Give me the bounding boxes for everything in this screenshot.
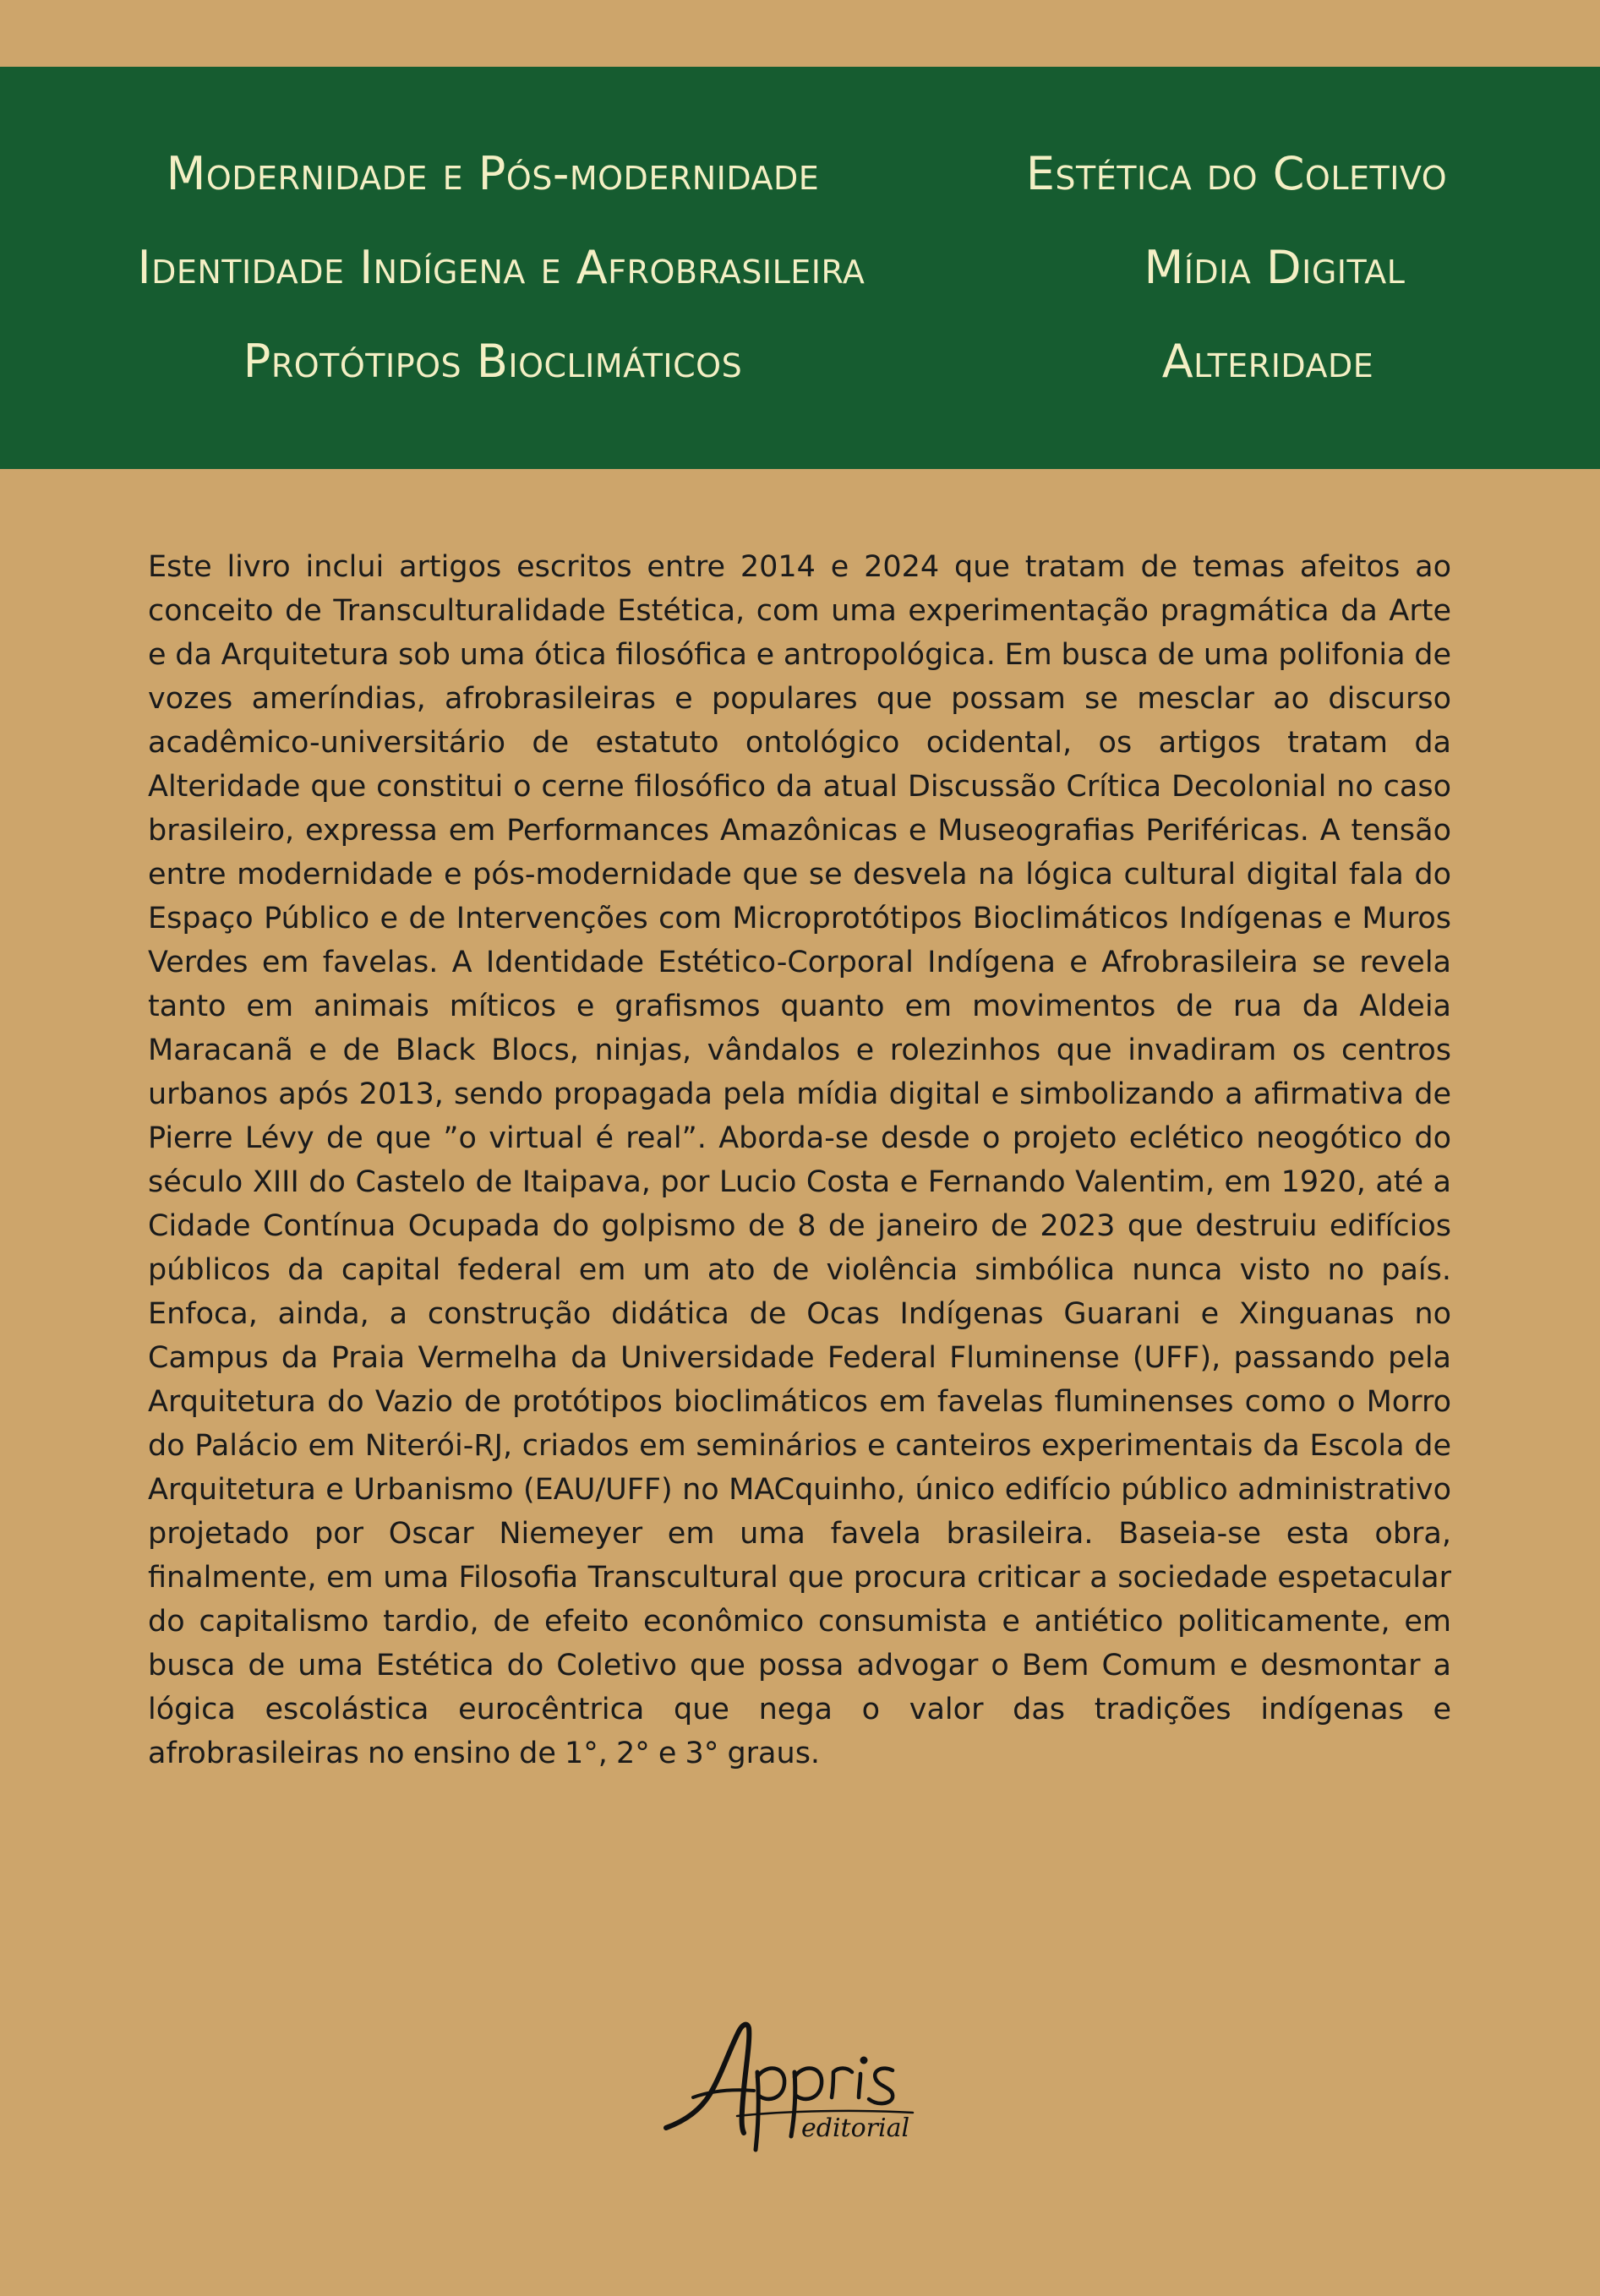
publisher-subtitle: editorial (801, 2113, 910, 2143)
topic-estetica-coletivo: Estética do Coletivo (1025, 147, 1448, 200)
topic-identidade: Identidade Indígena e Afrobrasileira (137, 241, 866, 294)
topic-modernidade: Modernidade e Pós-modernidade (166, 147, 820, 200)
appris-logo-icon (659, 2010, 947, 2157)
publisher-logo (659, 2010, 947, 2157)
topic-prototipos: Protótipos Bioclimáticos (243, 335, 743, 388)
topic-midia-digital: Mídia Digital (1144, 241, 1406, 294)
topics-band (0, 67, 1600, 469)
topic-alteridade: Alteridade (1161, 335, 1374, 388)
book-description: Este livro inclui artigos escritos entre 2014 e 2024 que tratam de temas afeitos ao conceito de Transculturalidade Estética, com uma experimentação pragmática da Arte e da Arquitetura sob uma ótica filosófica e antropológica. Em busca de uma polifonia de vozes ameríndias, afrobrasileiras e populares que possam se mesclar ao discurso acadêmico-universitário de estatuto ontológico ocidental, os artigos tratam da Alteridade que constitui o cerne filosófico da atual Discussão Crítica Decolonial no caso brasileiro, expressa em Performances Amazônicas e Museografias Periféricas. A tensão entre modernidade e pós-modernidade que se desvela na lógica cultural digital fala do Espaço Público e de Intervenções com Microprotótipos Bioclimáticos Indígenas e Muros Verdes em favelas. A Identidade Estético-Corporal Indígena e Afrobrasileira se revela tanto em animais míticos e grafismos quanto em movimentos de rua da Aldeia Maracanã e de Black Blocs, ninjas, vândalos e rolezinhos que invadiram os centros urbanos após 2013, sendo propagada pela mídia digital e simbolizando a afirmativa de Pierre Lévy de que ”o virtual é real”. Aborda-se desde o projeto eclético neogótico do século XIII do Castelo de Itaipava, por Lucio Costa e Fernando Valentim, em 1920, até a Cidade Contínua Ocupada do golpismo de 8 de janeiro de 2023 que destruiu edifícios públicos da capital federal em um ato de violência simbólica nunca visto no país. Enfoca, ainda, a construção didática de Ocas Indígenas Guarani e Xinguanas no Campus da Praia Vermelha da Universidade Federal Fluminense (UFF), passando pela Arquitetura do Vazio de protótipos bioclimáticos em favelas fluminenses como o Morro do Palácio em Niterói-RJ, criados em seminários e canteiros experimentais da Escola de Arquitetura e Urbanismo (EAU/UFF) no MACquinho, único edifício público administrativo projetado por Oscar Niemeyer em uma favela brasileira. Baseia-se esta obra, finalmente, em uma Filosofia Transcultural que procura criticar a sociedade espetacular do capitalismo tardio, de efeito econômico consumista e antiético politicamente, em busca de uma Estética do Coletivo que possa advogar o Bem Comum e desmontar a lógica escolástica eurocêntrica que nega o valor das tradições indígenas e afrobrasileiras no ensino de 1°, 2° e 3° graus. (148, 550, 1451, 1770)
